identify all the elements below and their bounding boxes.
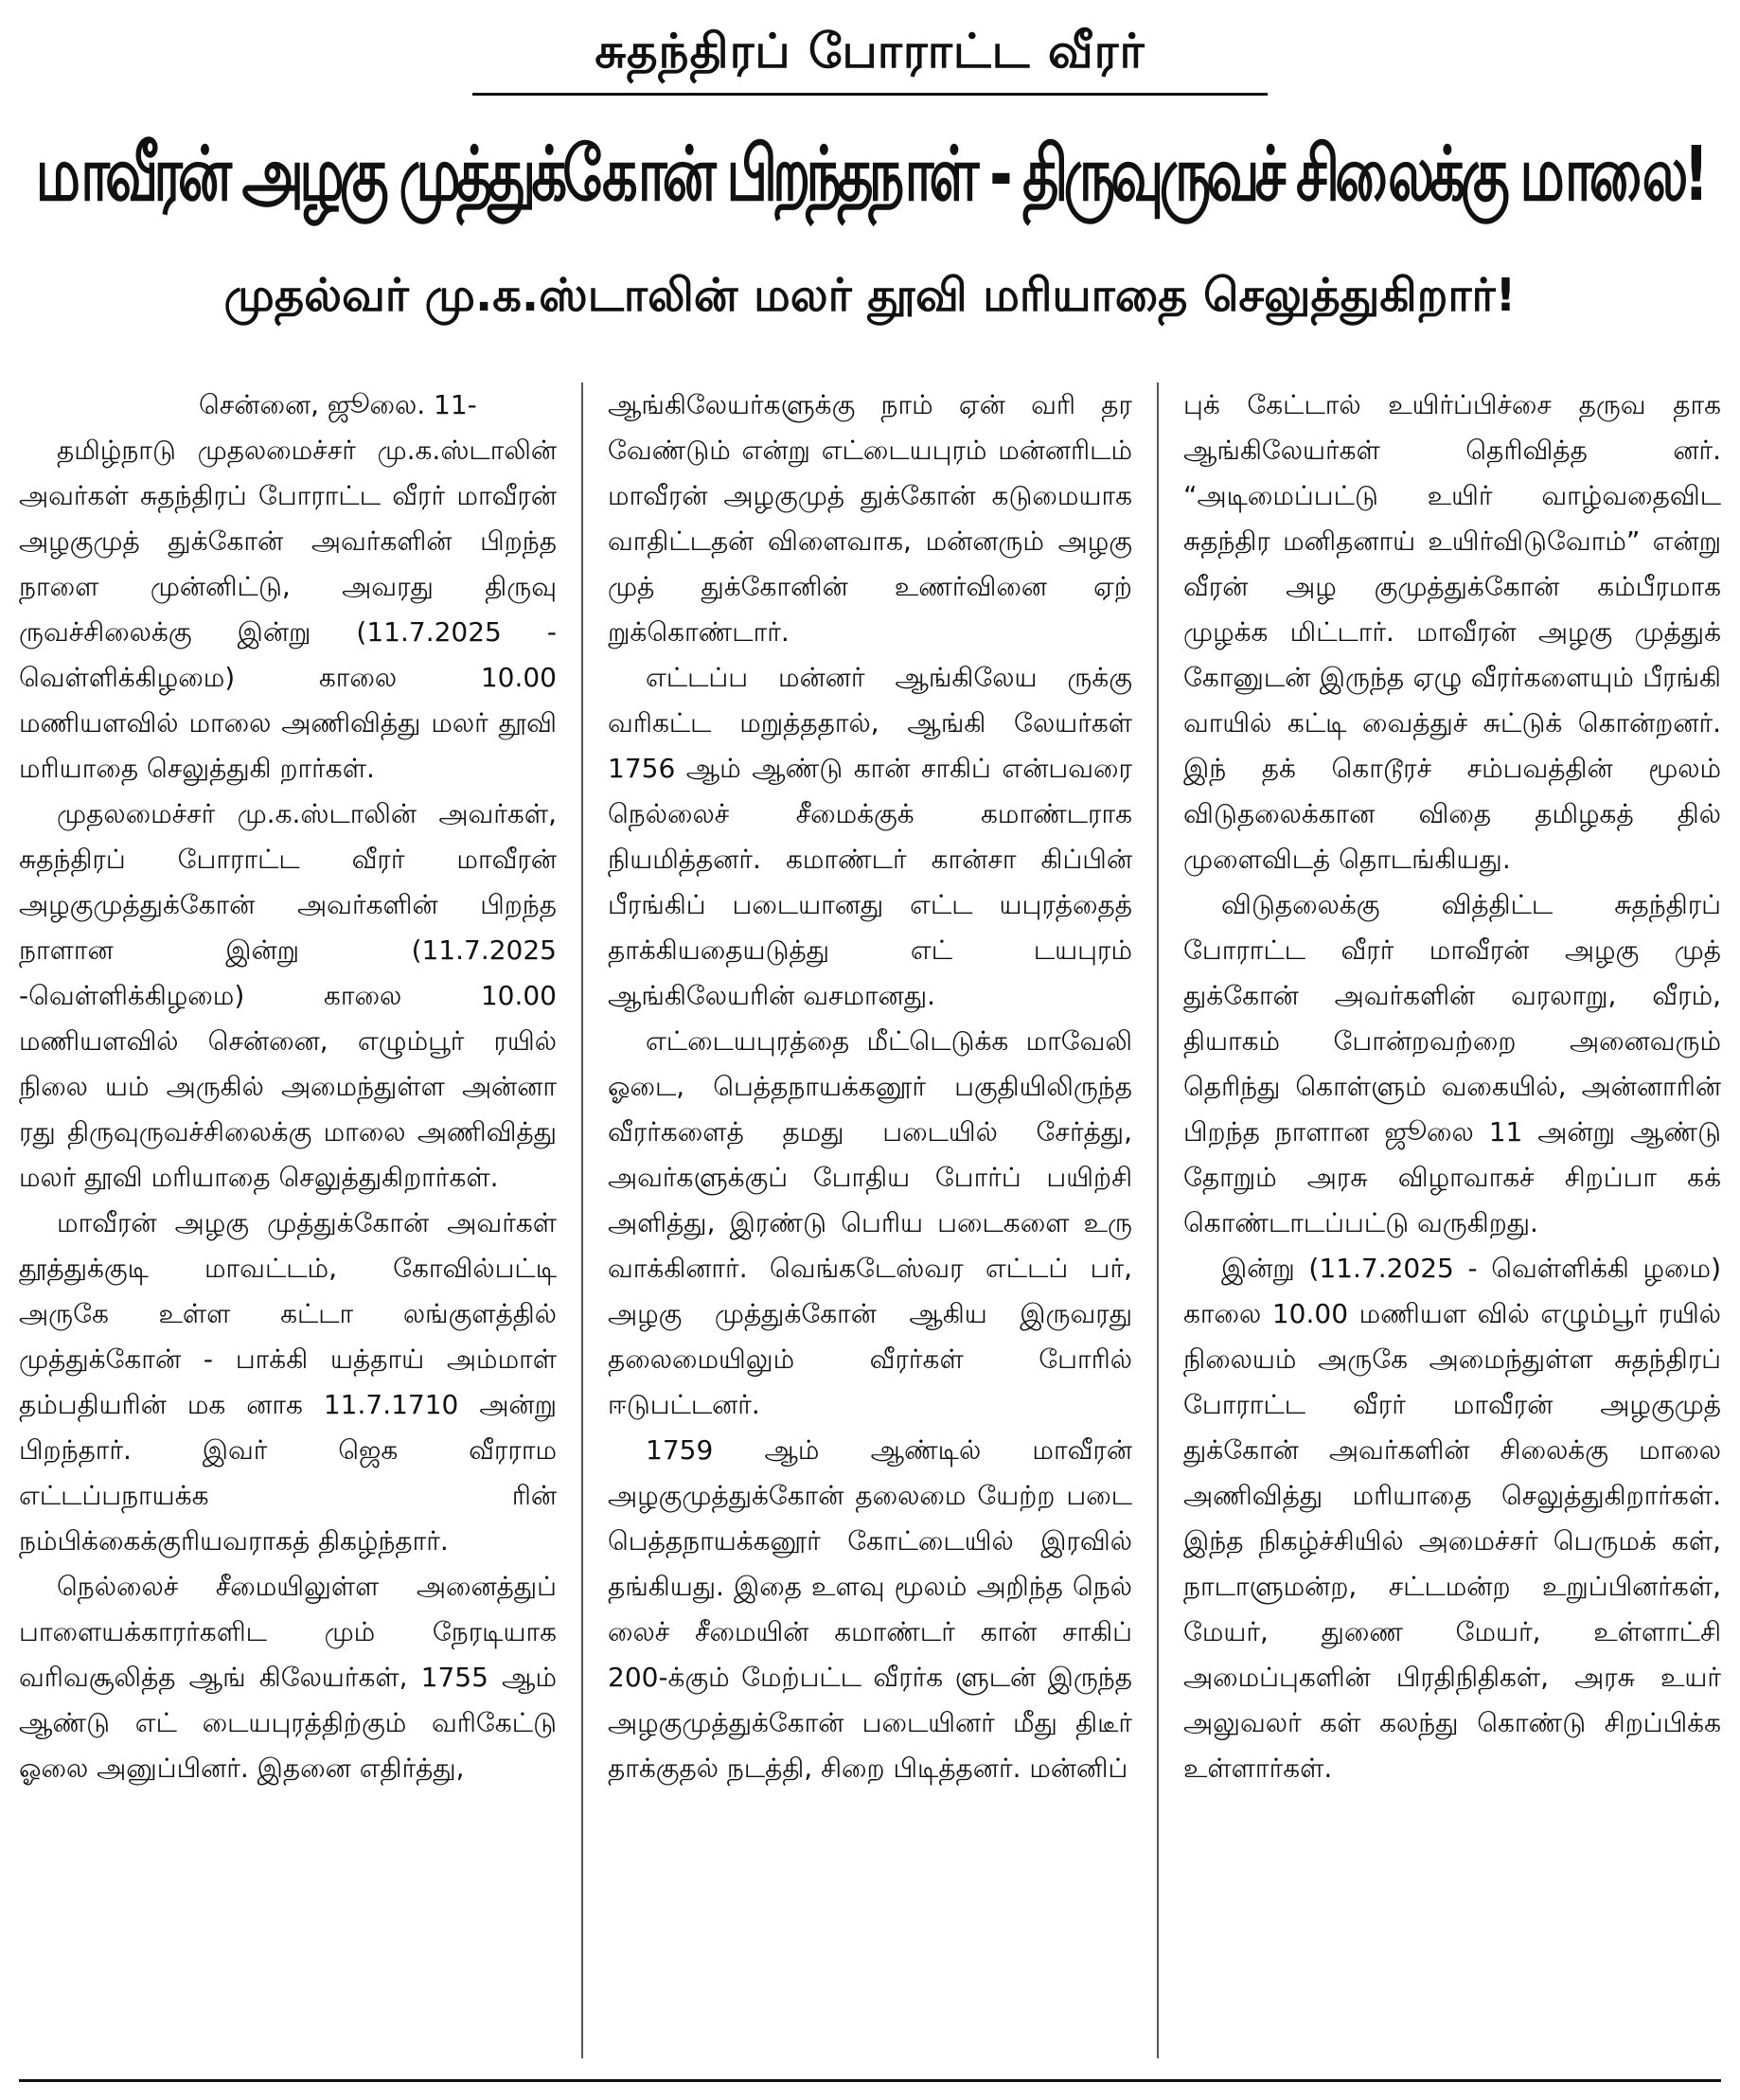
paragraph: முதலமைச்சர் மு.க.ஸ்டாலின் அவர்கள், சுதந்திரப் போராட்ட வீரர் மாவீரன் அழகுமுத்துக்கோன் அவர்களின் பிறந்த நாளான இன்று (11.7.2025 -வெள்ளிக்கிழமை) காலை 10.00 மணியளவில் சென்னை, எழும்பூர் ரயில் நிலை யம் அருகில் அமைந்துள்ள அன்னா ரது திருவுருவச்சிலைக்கு மாலை அணிவித்து மலர் தூவி மரியாதை செலுத்துகிறார்கள்.: [19, 798, 557, 1193]
article-column-2: [595, 383, 1145, 2058]
dateline: சென்னை, ஜூலை. 11-: [199, 389, 477, 420]
paragraph: எட்டப்ப மன்னர் ஆங்கிலேய ருக்கு வரிகட்ட மறுத்ததால், ஆங்கி லேயர்கள் 1756 ஆம் ஆண்டு கான் சாகிப் என்பவரை நெல்லைச் சீமைக்குக் கமாண்டராக நியமித்தனர். கமாண்டர் கான்சா கிப்பின் பீரங்கிப் படையானது எட்ட யபுரத்தைத் தாக்கியதையடுத்து எட் டயபுரம் ஆங்கிலேயரின் வசமானது.: [608, 662, 1132, 1011]
paragraph: இன்று (11.7.2025 - வெள்ளிக்கி ழமை) காலை 10.00 மணியள வில் எழும்பூர் ரயில் நிலையம் அருகே அமைந்துள்ள சுதந்திரப் போராட்ட வீரர் மாவீரன் அழகுமுத் துக்கோன் அவர்களின் சிலைக்கு மாலை அணிவித்து மரியாதை செலுத்துகிறார்கள். இந்த நிகழ்ச்சியில் அமைச்சர் பெருமக் கள், நாடாளுமன்ற, சட்டமன்ற உறுப்பினர்கள், மேயர், துணை மேயர், உள்ளாட்சி அமைப்புகளின் பிரதிநிதிகள், அரசு உயர் அலுவலர் கள் கலந்து கொண்டு சிறப்பிக்க உள்ளார்கள்.: [1183, 1253, 1721, 1784]
paragraph: ஆங்கிலேயர்களுக்கு நாம் ஏன் வரி தர வேண்டும் என்று எட்டையபுரம் மன்னரிடம் மாவீரன் அழகுமுத் துக்கோன் கடுமையாக வாதிட்டதன் விளைவாக, மன்னரும் அழகு முத் துக்கோனின் உணர்வினை ஏற் றுக்கொண்டார்.: [608, 389, 1132, 648]
paragraph: விடுதலைக்கு வித்திட்ட சுதந்திரப் போராட்ட வீரர் மாவீரன் அழகு முத் துக்கோன் அவர்களின் வரலாறு, வீரம், தியாகம் போன்றவற்றை அனைவரும் தெரிந்து கொள்ளும் வகையில், அன்னாரின் பிறந்த நாளான ஜூலை 11 அன்று ஆண்டு தோறும் அரசு விழாவாகச் சிறப்பா கக் கொண்டாடப்பட்டு வருகிறது.: [1183, 889, 1721, 1238]
bottom-rule: [19, 2079, 1721, 2082]
article-column-1: [19, 383, 570, 2058]
subheadline: முதல்வர் மு.க.ஸ்டாலின் மலர் தூவி மரியாதை செலுத்துகிறார்!: [223, 269, 1517, 322]
article-column-3: [1170, 383, 1721, 2058]
paragraph: நெல்லைச் சீமையிலுள்ள அனைத்துப் பாளையக்காரர்களிட மும் நேரடியாக வரிவசூலித்த ஆங் கிலேயர்கள், 1755 ஆம் ஆண்டு எட் டையபுரத்திற்கும் வரிகேட்டு ஓலை அனுப்பினர். இதனை எதிர்த்து,: [19, 1571, 557, 1784]
paragraph: 1759 ஆம் ஆண்டில் மாவீரன் அழகுமுத்துக்கோன் தலைமை யேற்ற படை பெத்தநாயக்கனூர் கோட்டையில் இரவில் தங்கியது. இதை உளவு மூலம் அறிந்த நெல் லைச் சீமையின் கமாண்டர் கான் சாகிப் 200-க்கும் மேற்பட்ட வீரர்க ளுடன் இருந்த அழகுமுத்துக்கோன் படையினர் மீது திடீர் தாக்குதல் நடத்தி, சிறை பிடித்தனர். மன்னிப்: [608, 1434, 1132, 1784]
paragraph: எட்டையபுரத்தை மீட்டெடுக்க மாவேலி ஓடை, பெத்தநாயக்கனூர் பகுதியிலிருந்த வீரர்களைத் தமது படையில் சேர்த்து, அவர்களுக்குப் போதிய போர்ப் பயிற்சி அளித்து, இரண்டு பெரிய படைகளை உரு வாக்கினார். வெங்கடேஸ்வர எட்டப் பர், அழகு முத்துக்கோன் ஆகிய இருவரது தலைமையிலும் வீரர்கள் போரில் ஈடுபட்டனர்.: [608, 1025, 1132, 1420]
column-divider: [1157, 383, 1159, 2058]
paragraph: மாவீரன் அழகு முத்துக்கோன் அவர்கள் தூத்துக்குடி மாவட்டம், கோவில்பட்டி அருகே உள்ள கட்டா லங்குளத்தில் முத்துக்கோன் - பாக்கி யத்தாய் அம்மாள் தம்பதியரின் மக னாக 11.7.1710 அன்று பிறந்தார். இவர் ஜெக வீரராம எட்டப்பநாயக்க ரின் நம்பிக்கைக்குரியவராகத் திகழ்ந்தார்.: [19, 1207, 557, 1557]
headline: மாவீரன் அழகு முத்துக்கோன் பிறந்தநாள் - திருவுருவச் சிலைக்கு மாலை!: [35, 129, 1705, 218]
kicker-title: சுதந்திரப் போராட்ட வீரர்: [595, 24, 1145, 79]
paragraph: தமிழ்நாடு முதலமைச்சர் மு.க.ஸ்டாலின் அவர்கள் சுதந்திரப் போராட்ட வீரர் மாவீரன் அழகுமுத் துக்கோன் அவர்களின் பிறந்த நாளை முன்னிட்டு, அவரது திருவு ருவச்சிலைக்கு இன்று (11.7.2025 - வெள்ளிக்கிழமை) காலை 10.00 மணியளவில் மாலை அணிவித்து மலர் தூவி மரியாதை செலுத்துகி றார்கள்.: [19, 435, 557, 784]
paragraph: புக் கேட்டால் உயிர்ப்பிச்சை தருவ தாக ஆங்கிலேயர்கள் தெரிவித்த னர். “அடிமைப்பட்டு உயிர் வாழ்வதைவிட சுதந்திர மனிதனாய் உயிர்விடுவோம்” என்று வீரன் அழ குமுத்துக்கோன் கம்பீரமாக முழக்க மிட்டார். மாவீரன் அழகு முத்துக் கோனுடன் இருந்த ஏழு வீரர்களையும் பீரங்கி வாயில் கட்டி வைத்துச் சுட்டுக் கொன்றனர். இந் தக் கொடூரச் சம்பவத்தின் மூலம் விடுதலைக்கான விதை தமிழகத் தில் முளைவிடத் தொடங்கியது.: [1183, 389, 1721, 875]
article-body: [19, 383, 1721, 2058]
column-divider: [581, 383, 583, 2058]
